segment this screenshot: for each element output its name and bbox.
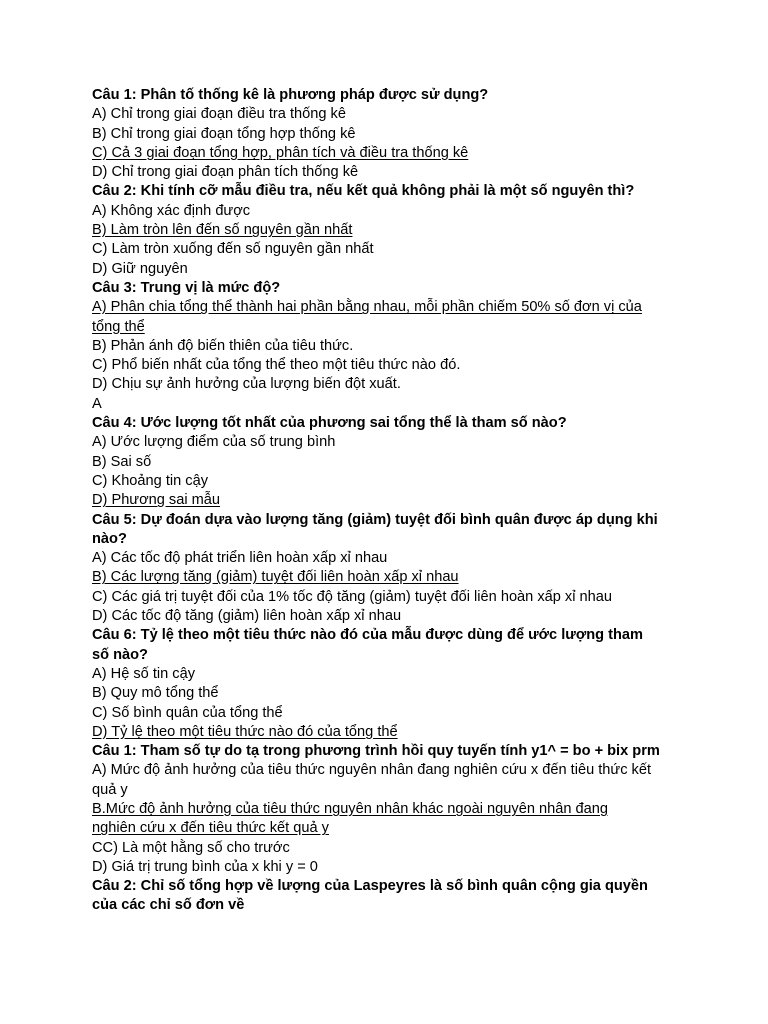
q6-option-d-correct: D) Tỷ lệ theo một tiêu thức nào đó của tổng thể	[92, 723, 398, 740]
q2-option-b-correct: B) Làm tròn lên đến số nguyên gần nhất	[92, 222, 353, 239]
q3-option-c: C) Phổ biến nhất của tổng thể theo một tiêu thức nào đó.	[92, 357, 461, 374]
q3-option-d: D) Chịu sự ảnh hưởng của lượng biến đột xuất.	[92, 376, 401, 393]
question-6-title: Câu 6: Tỷ lệ theo một tiêu thức nào đó của mẫu được dùng để ước lượng tham số nào?	[92, 627, 643, 663]
q7-option-c: CC) Là một hằng số cho trước	[92, 839, 290, 856]
q1-option-d: D) Chỉ trong giai đoạn phân tích thống kê	[92, 164, 359, 181]
q5-option-b-correct: B) Các lượng tăng (giảm) tuyệt đối liên hoàn xấp xỉ nhau	[92, 569, 459, 586]
question-5-title: Câu 5: Dự đoán dựa vào lượng tăng (giảm) tuyệt đối bình quân được áp dụng khi nào?	[92, 511, 658, 547]
q6-option-a: A) Hệ số tin cậy	[92, 665, 196, 682]
q4-option-d-correct: D) Phương sai mẫu	[92, 492, 221, 509]
document-page	[92, 86, 732, 916]
q1-option-a: A) Chỉ trong giai đoạn điều tra thống kê	[92, 106, 346, 123]
q2-option-c: C) Làm tròn xuống đến số nguyên gần nhất	[92, 241, 374, 258]
q4-option-c: C) Khoảng tin cậy	[92, 472, 209, 489]
q2-option-a: A) Không xác định được	[92, 202, 251, 219]
q5-option-d: D) Các tốc độ tăng (giảm) liên hoàn xấp xỉ nhau	[92, 608, 402, 625]
q6-option-b: B) Quy mô tổng thể	[92, 685, 219, 702]
q5-option-a: A) Các tốc độ phát triển liên hoàn xấp xỉ nhau	[92, 550, 388, 567]
q6-option-c: C) Số bình quân của tổng thể	[92, 704, 283, 721]
question-3-title: Câu 3: Trung vị là mức độ?	[92, 279, 281, 296]
q2-option-d: D) Giữ nguyên	[92, 260, 188, 277]
q7-option-d: D) Giá trị trung bình của x khi y = 0	[92, 858, 318, 875]
q5-option-c: C) Các giá trị tuyệt đối của 1% tốc độ tăng (giảm) tuyệt đối liên hoàn xấp xỉ nhau	[92, 588, 612, 605]
question-1-title: Câu 1: Phân tố thống kê là phương pháp được sử dụng?	[92, 87, 489, 103]
question-8-title: Câu 2: Chỉ số tổng hợp về lượng của Laspeyres là số bình quân cộng gia quyền của các chỉ số đơn về	[92, 878, 648, 914]
q4-option-a: A) Ước lượng điểm của số trung bình	[92, 434, 336, 451]
question-2-title: Câu 2: Khi tính cỡ mẫu điều tra, nếu kết quả không phải là một số nguyên thì?	[92, 183, 635, 200]
question-7-title: Câu 1: Tham số tự do tạ trong phương trình hồi quy tuyến tính y1^ = bo + bix prm	[92, 743, 660, 760]
q7-option-a: A) Mức độ ảnh hưởng của tiêu thức nguyên nhân đang nghiên cứu x đến tiêu thức kết quả y	[92, 762, 652, 798]
q4-option-b: B) Sai số	[92, 453, 152, 470]
question-4-title: Câu 4: Ước lượng tốt nhất của phương sai tổng thể là tham số nào?	[92, 415, 567, 432]
q1-option-b: B) Chỉ trong giai đoạn tổng hợp thống kê	[92, 125, 356, 142]
q1-option-c-correct: C) Cả 3 giai đoạn tổng hợp, phân tích và điều tra thống kê	[92, 144, 469, 161]
q3-option-b: B) Phản ánh độ biến thiên của tiêu thức.	[92, 337, 354, 354]
q3-answer-note: A	[92, 395, 102, 412]
q7-option-b-correct: B.Mức độ ảnh hưởng của tiêu thức nguyên nhân khác ngoài nguyên nhân đang nghiên cứu x đến tiêu thức kết quả y	[92, 800, 608, 837]
q3-option-a-correct: A) Phân chia tổng thể thành hai phần bằng nhau, mỗi phần chiếm 50% số đơn vị của tổng thể	[92, 299, 642, 335]
